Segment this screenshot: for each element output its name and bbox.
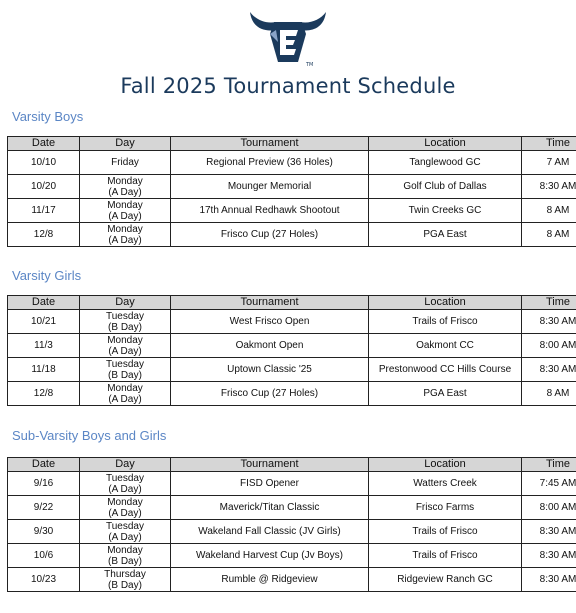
cell-tournament: Mounger Memorial <box>171 175 369 199</box>
column-header-time: Time <box>522 296 576 310</box>
cell-location: PGA East <box>369 382 522 406</box>
schedule-table-varsity-boys <box>7 136 576 247</box>
day-line: Monday <box>107 382 143 394</box>
cell-day <box>80 175 171 199</box>
day-line: (A Day) <box>108 507 142 519</box>
table-header-row <box>8 458 576 472</box>
cell-time: 8:30 AM <box>522 544 576 568</box>
schedule-table-sub-varsity <box>7 457 576 592</box>
cell-location: Oakmont CC <box>369 334 522 358</box>
cell-time: 8 AM <box>522 223 576 247</box>
cell-time: 8:30 AM <box>522 310 576 334</box>
day-line: (B Day) <box>108 579 142 591</box>
cell-tournament: Wakeland Harvest Cup (Jv Boys) <box>171 544 369 568</box>
column-header-location: Location <box>369 458 522 472</box>
day-line: (B Day) <box>108 369 142 381</box>
column-header-location: Location <box>369 137 522 151</box>
cell-date: 10/23 <box>8 568 80 592</box>
column-header-day: Day <box>80 296 171 310</box>
day-line: Monday <box>107 223 143 235</box>
cell-date: 10/6 <box>8 544 80 568</box>
day-line: Tuesday <box>106 472 144 484</box>
cell-date: 10/20 <box>8 175 80 199</box>
cell-location: Trails of Frisco <box>369 310 522 334</box>
cell-tournament: Oakmont Open <box>171 334 369 358</box>
cell-location: Ridgeview Ranch GC <box>369 568 522 592</box>
cell-date: 10/10 <box>8 151 80 175</box>
cell-date: 9/30 <box>8 520 80 544</box>
cell-date: 9/22 <box>8 496 80 520</box>
day-line: Monday <box>107 496 143 508</box>
cell-location: Frisco Farms <box>369 496 522 520</box>
cell-time: 8 AM <box>522 382 576 406</box>
column-header-time: Time <box>522 137 576 151</box>
cell-date: 12/8 <box>8 382 80 406</box>
cell-location: Trails of Frisco <box>369 520 522 544</box>
cell-date: 12/8 <box>8 223 80 247</box>
cell-date: 11/3 <box>8 334 80 358</box>
cell-time: 7:45 AM <box>522 472 576 496</box>
day-line: (A Day) <box>108 531 142 543</box>
cell-time: 8:00 AM <box>522 496 576 520</box>
table-row <box>8 472 576 496</box>
cell-time: 8:30 AM <box>522 520 576 544</box>
day-line: Tuesday <box>106 310 144 322</box>
cell-day <box>80 151 171 175</box>
cell-location: Prestonwood CC Hills Course <box>369 358 522 382</box>
cell-day <box>80 334 171 358</box>
cell-tournament: Frisco Cup (27 Holes) <box>171 382 369 406</box>
cell-day <box>80 310 171 334</box>
table-row <box>8 382 576 406</box>
cell-time: 8 AM <box>522 199 576 223</box>
day-line: Monday <box>107 175 143 187</box>
table-row <box>8 310 576 334</box>
table-row <box>8 496 576 520</box>
day-line: (A Day) <box>108 210 142 222</box>
table-row <box>8 199 576 223</box>
table-row <box>8 568 576 592</box>
page-title: Fall 2025 Tournament Schedule <box>120 74 456 98</box>
day-line: Tuesday <box>106 358 144 370</box>
cell-time: 8:00 AM <box>522 334 576 358</box>
cell-date: 10/21 <box>8 310 80 334</box>
table-row <box>8 358 576 382</box>
column-header-tournament: Tournament <box>171 137 369 151</box>
cell-location: Watters Creek <box>369 472 522 496</box>
trademark-mark: TM <box>306 62 314 68</box>
table-header-row <box>8 137 576 151</box>
cell-time: 7 AM <box>522 151 576 175</box>
day-line: (A Day) <box>108 393 142 405</box>
section-title-varsity-girls: Varsity Girls <box>12 268 82 283</box>
table-row <box>8 175 576 199</box>
column-header-tournament: Tournament <box>171 296 369 310</box>
cell-tournament: FISD Opener <box>171 472 369 496</box>
column-header-date: Date <box>8 296 80 310</box>
cell-day <box>80 223 171 247</box>
cell-day <box>80 472 171 496</box>
cell-tournament: Rumble @ Ridgeview <box>171 568 369 592</box>
day-line: (A Day) <box>108 186 142 198</box>
column-header-day: Day <box>80 458 171 472</box>
cell-tournament: Wakeland Fall Classic (JV Girls) <box>171 520 369 544</box>
column-header-date: Date <box>8 137 80 151</box>
table-row <box>8 544 576 568</box>
table-row <box>8 151 576 175</box>
cell-date: 11/17 <box>8 199 80 223</box>
cell-time: 8:30 AM <box>522 568 576 592</box>
day-line: (A Day) <box>108 234 142 246</box>
section-title-varsity-boys: Varsity Boys <box>12 109 84 124</box>
day-line: (B Day) <box>108 555 142 567</box>
cell-tournament: Frisco Cup (27 Holes) <box>171 223 369 247</box>
cell-day <box>80 382 171 406</box>
cell-tournament: Maverick/Titan Classic <box>171 496 369 520</box>
cell-location: Trails of Frisco <box>369 544 522 568</box>
column-header-time: Time <box>522 458 576 472</box>
cell-time: 8:30 AM <box>522 175 576 199</box>
column-header-location: Location <box>369 296 522 310</box>
day-line: (B Day) <box>108 321 142 333</box>
day-line: Friday <box>111 157 139 168</box>
cell-day <box>80 568 171 592</box>
cell-tournament: West Frisco Open <box>171 310 369 334</box>
day-line: Thursday <box>104 568 146 580</box>
cell-day <box>80 520 171 544</box>
cell-location: Tanglewood GC <box>369 151 522 175</box>
table-row <box>8 223 576 247</box>
cell-location: Twin Creeks GC <box>369 199 522 223</box>
cell-date: 9/16 <box>8 472 80 496</box>
cell-day <box>80 496 171 520</box>
day-line: Monday <box>107 199 143 211</box>
bull-horns-e-logo-icon <box>246 8 330 70</box>
day-line: (A Day) <box>108 345 142 357</box>
day-line: (A Day) <box>108 483 142 495</box>
cell-time: 8:30 AM <box>522 358 576 382</box>
cell-location: PGA East <box>369 223 522 247</box>
column-header-day: Day <box>80 137 171 151</box>
day-line: Tuesday <box>106 520 144 532</box>
cell-tournament: Uptown Classic '25 <box>171 358 369 382</box>
cell-tournament: 17th Annual Redhawk Shootout <box>171 199 369 223</box>
cell-location: Golf Club of Dallas <box>369 175 522 199</box>
table-header-row <box>8 296 576 310</box>
column-header-date: Date <box>8 458 80 472</box>
day-line: Monday <box>107 334 143 346</box>
table-row <box>8 334 576 358</box>
column-header-tournament: Tournament <box>171 458 369 472</box>
cell-day <box>80 358 171 382</box>
cell-day <box>80 544 171 568</box>
cell-date: 11/18 <box>8 358 80 382</box>
table-row <box>8 520 576 544</box>
cell-tournament: Regional Preview (36 Holes) <box>171 151 369 175</box>
day-line: Monday <box>107 544 143 556</box>
schedule-table-varsity-girls <box>7 295 576 406</box>
section-title-sub-varsity: Sub-Varsity Boys and Girls <box>12 428 167 443</box>
cell-day <box>80 199 171 223</box>
